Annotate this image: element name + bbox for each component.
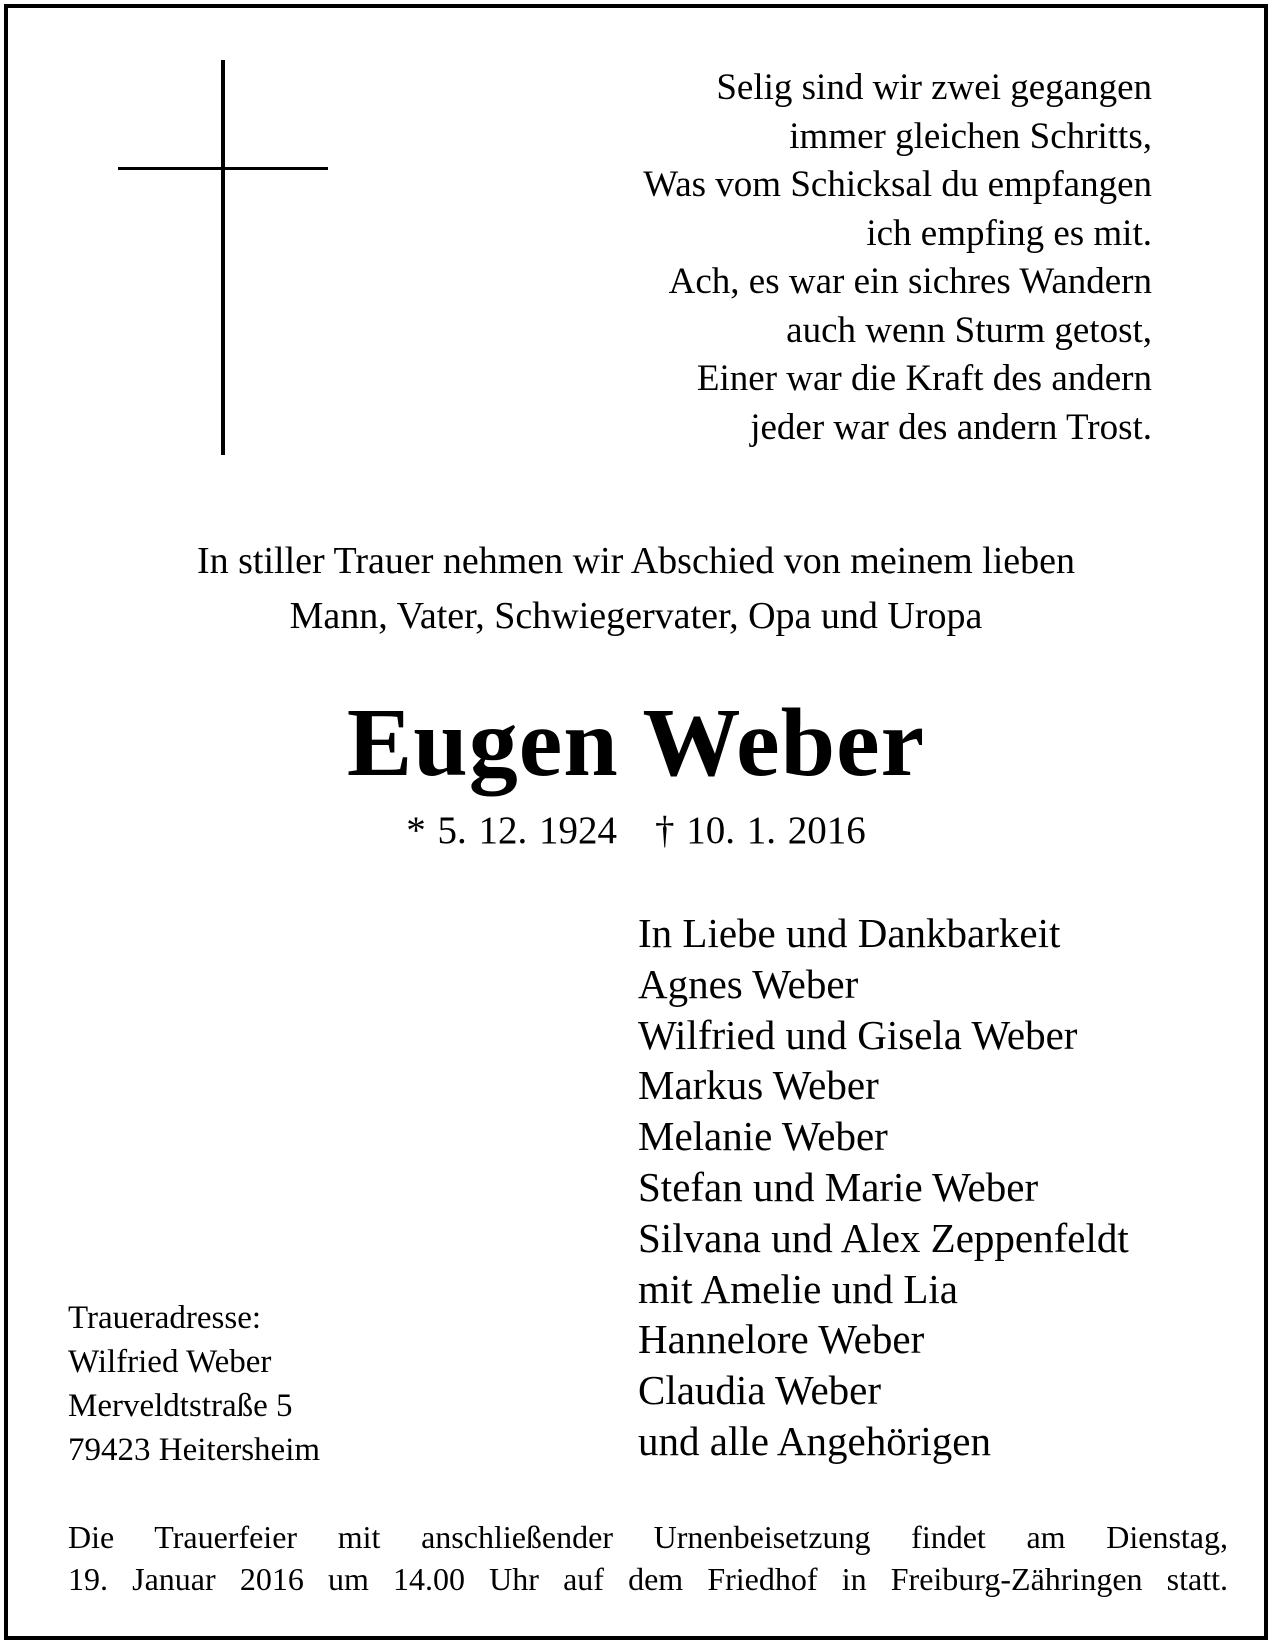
death-date: † 10. 1. 2016 bbox=[655, 809, 866, 852]
mourner-line: Melanie Weber bbox=[638, 1113, 888, 1160]
address-street: Merveldtstraße 5 bbox=[68, 1388, 293, 1424]
mourner-line: Silvana und Alex Zeppenfeldt bbox=[638, 1214, 1129, 1261]
service-line: Die Trauerfeier mit anschließender Urnenbeisetzung findet am Dienstag, bbox=[68, 1519, 1228, 1555]
mourning-address bbox=[68, 1296, 320, 1472]
poem-line: Was vom Schicksal du empfangen bbox=[643, 164, 1152, 205]
mourner-line: und alle Angehörigen bbox=[638, 1417, 991, 1464]
mourner-line: Markus Weber bbox=[638, 1062, 879, 1109]
mourner-line: Agnes Weber bbox=[638, 960, 859, 1007]
mourners-list bbox=[638, 908, 1129, 1467]
intro-line: Mann, Vater, Schwiegervater, Opa und Uropa bbox=[289, 595, 983, 637]
life-dates bbox=[8, 806, 1264, 856]
mourner-line: Stefan und Marie Weber bbox=[638, 1163, 1039, 1210]
intro-line: In stiller Trauer nehmen wir Abschied von meinem lieben bbox=[196, 540, 1076, 582]
mourner-line: Claudia Weber bbox=[638, 1367, 881, 1414]
birth-date: * 5. 12. 1924 bbox=[406, 809, 617, 852]
poem-line: Ach, es war ein sichres Wandern bbox=[668, 261, 1152, 302]
poem bbox=[643, 64, 1152, 452]
address-name: Wilfried Weber bbox=[68, 1344, 272, 1380]
cross-vertical-bar bbox=[221, 60, 225, 455]
farewell-intro bbox=[8, 534, 1264, 644]
poem-line: auch wenn Sturm getost, bbox=[786, 309, 1152, 351]
deceased-name: Eugen Weber bbox=[346, 689, 926, 797]
obituary-notice bbox=[4, 4, 1268, 1640]
address-city: 79423 Heitersheim bbox=[68, 1432, 321, 1468]
service-line: 19. Januar 2016 um 14.00 Uhr auf dem Friedhof in Freiburg-Zähringen statt. bbox=[68, 1561, 1228, 1597]
poem-line: ich empfing es mit. bbox=[866, 212, 1152, 254]
poem-line: jeder war des andern Trost. bbox=[750, 406, 1152, 448]
poem-line: Einer war die Kraft des andern bbox=[696, 358, 1152, 399]
mourner-line: Hannelore Weber bbox=[638, 1316, 925, 1363]
cross-icon bbox=[118, 60, 328, 455]
address-label: Traueradresse: bbox=[68, 1300, 262, 1336]
mourner-line: Wilfried und Gisela Weber bbox=[638, 1011, 1078, 1058]
cross-horizontal-bar bbox=[118, 167, 328, 170]
poem-line: immer gleichen Schritts, bbox=[789, 115, 1152, 157]
funeral-service-info bbox=[68, 1516, 1228, 1600]
mourner-line: mit Amelie und Lia bbox=[638, 1265, 958, 1312]
poem-line: Selig sind wir zwei gegangen bbox=[716, 67, 1152, 108]
mourner-line: In Liebe und Dankbarkeit bbox=[638, 910, 1061, 956]
